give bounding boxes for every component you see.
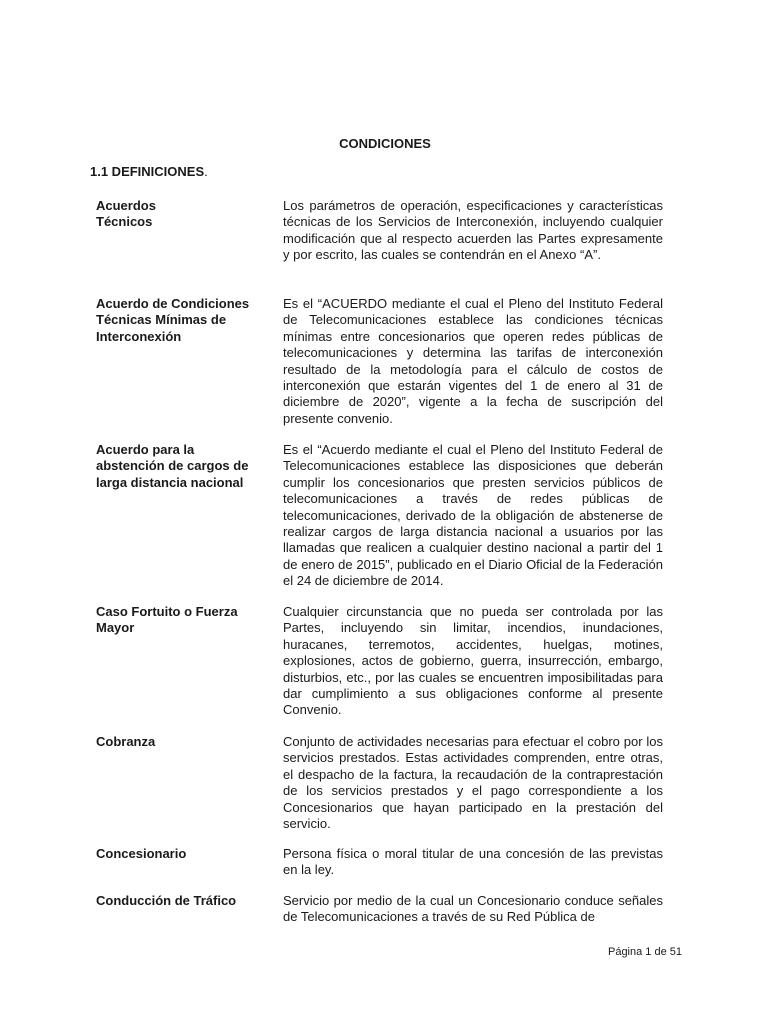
definition-description: Cualquier circunstancia que no pueda ser controlada por las Partes, incluyendo sin limitar, incendios, inundaciones, huracanes, terremotos, accidentes, huelgas, motines, explosiones, actos de gobierno, guerra, insurrección, embargo, disturbios, etc., por las cuales se encuentren imposibilitadas para dar cumplimiento a sus obligaciones conforme al presente Convenio. xyxy=(283,604,663,718)
definition-description: Es el “Acuerdo mediante el cual el Pleno del Instituto Federal de Telecomunicaciones establece las disposiciones que deberán cumplir los concesionarios que presten servicios públicos de telecomunicaciones a través de redes públicas de telecomunicaciones, derivado de la obligación de abstenerse de realizar cargos de larga distancia nacional a usuarios por las llamadas que realicen a cualquier destino nacional a partir del 1 de enero de 2015”, publicado en el Diario Oficial de la Federación el 24 de diciembre de 2014. xyxy=(283,442,663,589)
definition-entry xyxy=(96,846,663,879)
definition-term: Cobranza xyxy=(96,734,156,749)
document-title: CONDICIONES xyxy=(339,136,431,151)
section-heading-text: 1.1 DEFINICIONES xyxy=(90,164,205,179)
definition-entry xyxy=(96,442,663,590)
page-number: Página 1 de 51 xyxy=(607,946,682,958)
definition-entry xyxy=(96,734,663,832)
definition-term: Caso Fortuito o Fuerza Mayor xyxy=(96,604,238,636)
definition-description: Servicio por medio de la cual un Concesionario conduce señales de Telecomunicaciones a través de su Red Pública de xyxy=(283,893,663,925)
definition-entry xyxy=(96,296,663,427)
definition-term: Acuerdo de Condiciones Técnicas Mínimas de Interconexión xyxy=(96,296,250,344)
section-heading xyxy=(90,164,208,179)
definition-term: Conducción de Tráfico xyxy=(96,893,237,908)
definition-term: Acuerdo para la abstención de cargos de larga distancia nacional xyxy=(96,442,249,490)
definition-term: Acuerdos Técnicos xyxy=(96,198,156,230)
definition-entry xyxy=(96,893,663,926)
definition-description: Es el “ACUERDO mediante el cual el Pleno del Instituto Federal de Telecomunicaciones establece las condiciones técnicas mínimas entre concesionarios que operen redes públicas de telecomunicaciones y determina las tarifas de interconexión resultado de la metodología para el cálculo de costos de interconexión que estarán vigentes del 1 de enero al 31 de diciembre de 2020”, vigente a la fecha de suscripción del presente convenio. xyxy=(283,296,663,426)
definition-term: Concesionario xyxy=(96,846,187,861)
definition-description: Los parámetros de operación, especificaciones y características técnicas de los Servicios de Interconexión, incluyendo cualquier modificación que al respecto acuerden las Partes expresamente y por escrito, las cuales se contendrán en el Anexo “A”. xyxy=(283,198,663,263)
definition-description: Conjunto de actividades necesarias para efectuar el cobro por los servicios prestados. Estas actividades comprenden, entre otras, el despacho de la factura, la recaudación de la contraprestación de los servicios prestados y el pago correspondiente a los Concesionarios que hayan participado en la prestación del servicio. xyxy=(283,734,663,832)
section-heading-suffix: . xyxy=(204,164,208,179)
definition-entry xyxy=(96,604,663,719)
definition-entry xyxy=(96,198,663,264)
definition-description: Persona física o moral titular de una concesión de las previstas en la ley. xyxy=(283,846,663,878)
